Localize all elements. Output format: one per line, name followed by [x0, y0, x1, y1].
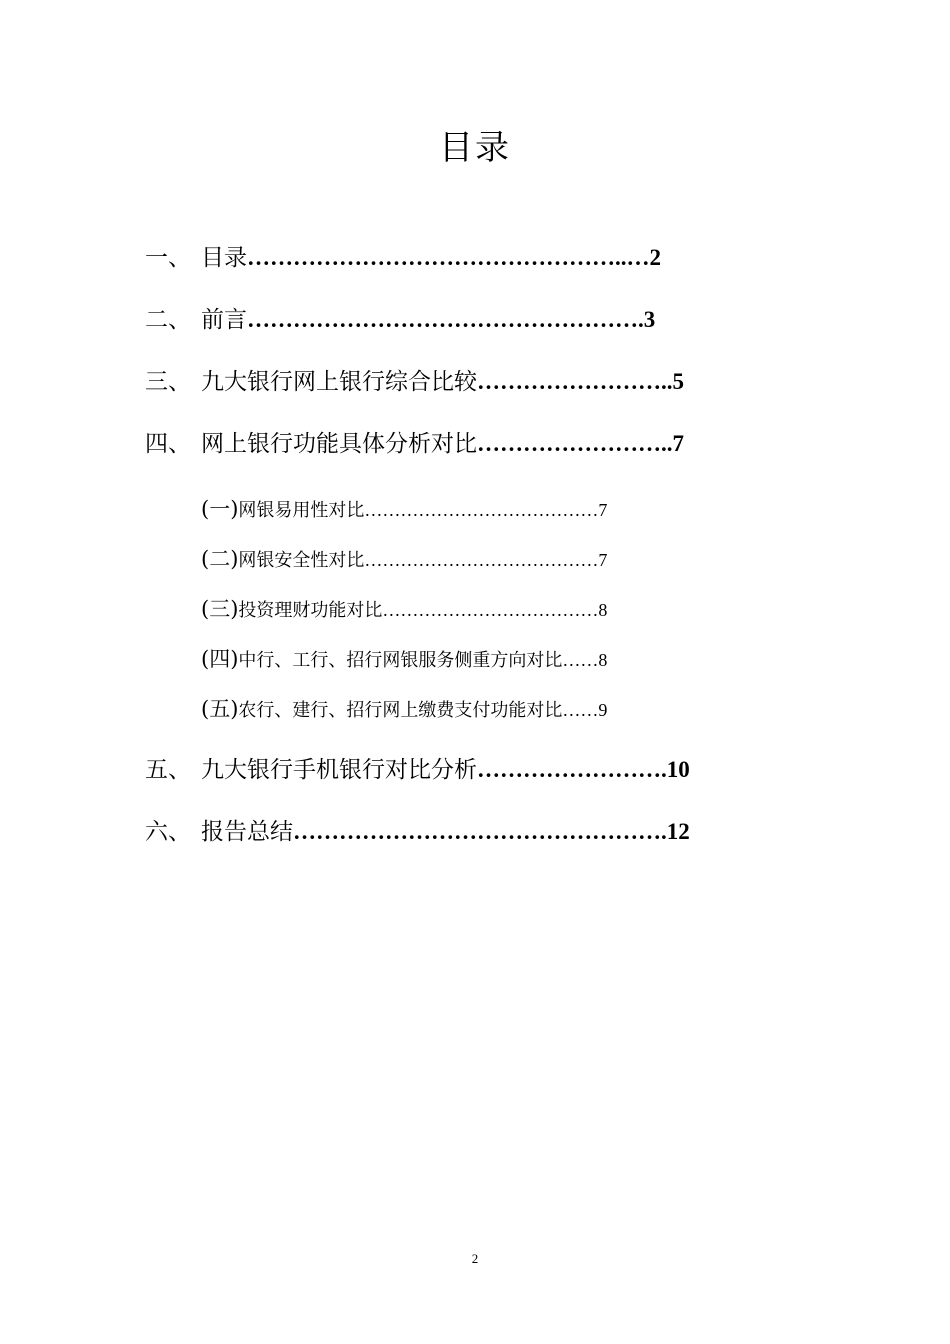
page-number: 2: [471, 1251, 479, 1266]
toc-page-number: 9: [598, 700, 608, 720]
toc-page-number: 2: [649, 245, 661, 270]
toc-leader-dots: ………………………………: [382, 600, 599, 620]
toc-entry-2[interactable]: [145, 303, 655, 337]
toc-leader-dots: …………………….: [477, 369, 667, 394]
toc-subentry-text: 网银安全性对比: [238, 550, 365, 571]
toc-subentry-5[interactable]: [201, 695, 607, 723]
toc-leader-dots: ……: [562, 700, 599, 720]
toc-page-number: 10: [666, 757, 690, 782]
toc-page-number: 7: [598, 550, 608, 570]
toc-page-number: 8: [598, 600, 608, 620]
toc-leader-dots: ……………………………………………: [247, 307, 638, 332]
toc-entry-4[interactable]: [145, 427, 684, 461]
toc-subentry-3[interactable]: [201, 595, 607, 623]
toc-entry-5[interactable]: [145, 753, 690, 787]
toc-subentry-text: 中行、工行、招行网银服务侧重方向对比: [238, 650, 563, 671]
toc-leader-dots: …………………………………: [364, 550, 599, 570]
toc-page-number: .5: [666, 369, 684, 394]
toc-subentry-number: (五): [201, 697, 239, 721]
toc-entry-number: 一、: [145, 245, 191, 271]
toc-subentry-1[interactable]: [201, 495, 607, 523]
toc-entry-text: 前言: [201, 307, 247, 333]
toc-leader-dots: …………………….: [477, 757, 667, 782]
toc-entry-number: 五、: [145, 757, 191, 783]
toc-subentry-text: 农行、建行、招行网上缴费支付功能对比: [238, 700, 563, 721]
toc-subentry-number: (四): [201, 647, 239, 671]
toc-leader-dots: …………………………………………..…: [247, 245, 650, 270]
toc-page-number: .12: [661, 819, 690, 844]
toc-leader-dots: …………………………………: [364, 500, 599, 520]
toc-subentry-text: 投资理财功能对比: [238, 600, 383, 621]
toc-entry-number: 二、: [145, 307, 191, 333]
toc-entry-text: 目录: [201, 245, 247, 271]
toc-entry-text: 九大银行手机银行对比分析: [201, 757, 477, 783]
toc-subentry-4[interactable]: [201, 645, 607, 673]
toc-entry-number: 四、: [145, 431, 191, 457]
toc-page-number: .7: [666, 431, 684, 456]
toc-leader-dots: ……: [562, 650, 599, 670]
toc-entry-text: 网上银行功能具体分析对比: [201, 431, 477, 457]
toc-entry-6[interactable]: [145, 815, 690, 849]
toc-subentry-2[interactable]: [201, 545, 607, 573]
toc-page-number: 8: [598, 650, 608, 670]
toc-subentry-text: 网银易用性对比: [238, 500, 365, 521]
toc-entry-text: 九大银行网上银行综合比较: [201, 369, 477, 395]
toc-leader-dots: …………………………………………: [293, 819, 661, 844]
toc-entry-1[interactable]: [145, 241, 661, 275]
toc-subentry-number: (三): [201, 597, 239, 621]
toc-page-number: .3: [638, 307, 656, 332]
toc-entry-3[interactable]: [145, 365, 684, 399]
toc-leader-dots: …………………….: [477, 431, 667, 456]
toc-subentry-number: (一): [201, 497, 239, 521]
toc-page-number: 7: [598, 500, 608, 520]
toc-entry-number: 六、: [145, 819, 191, 845]
toc-title: 目录: [439, 128, 511, 168]
toc-entry-text: 报告总结: [201, 819, 293, 845]
toc-subentry-number: (二): [201, 547, 239, 571]
toc-entry-number: 三、: [145, 369, 191, 395]
